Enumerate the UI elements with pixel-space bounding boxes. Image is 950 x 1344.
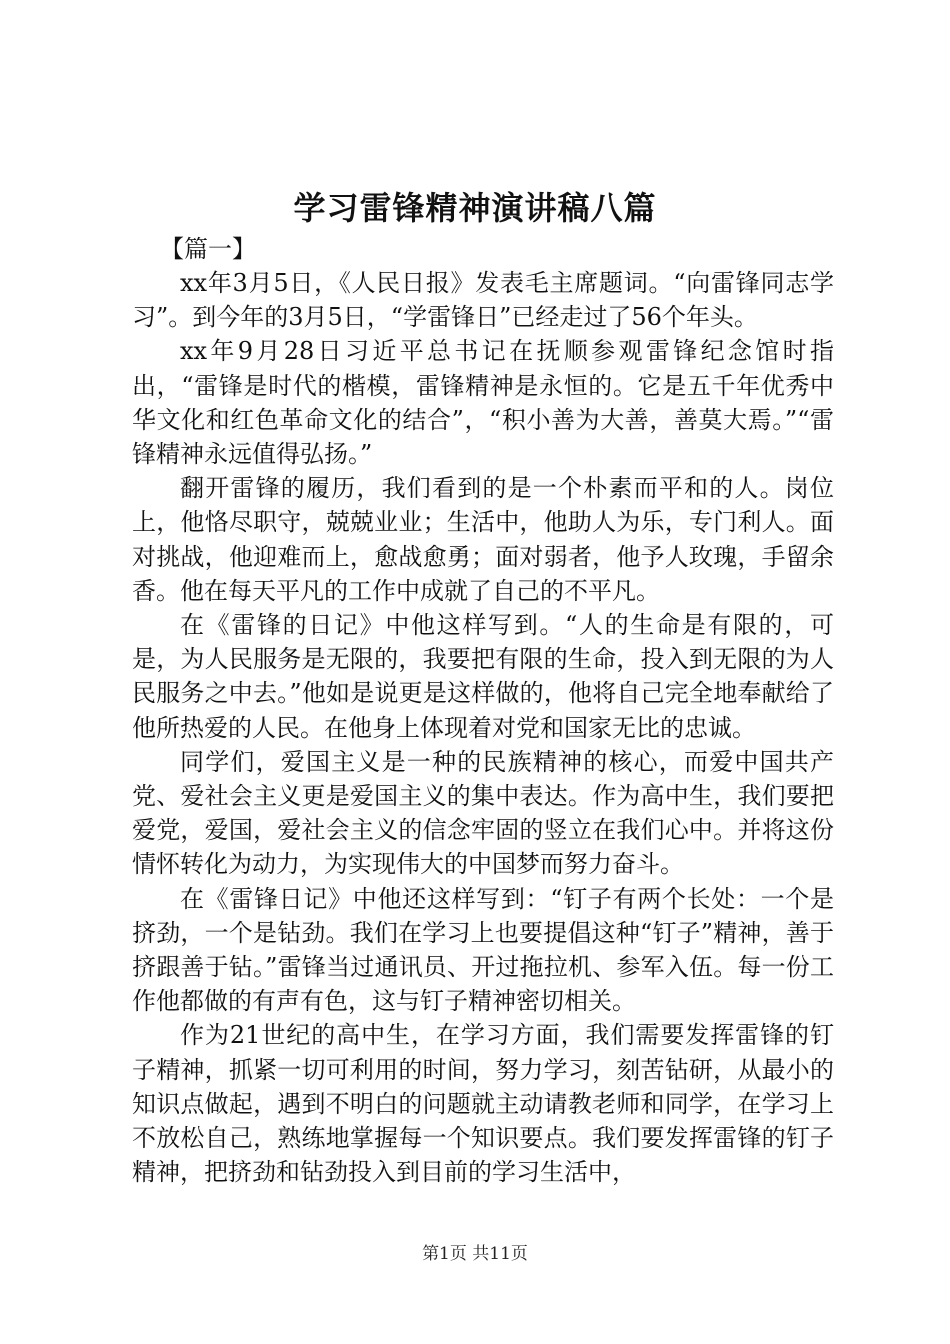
- paragraph: xx年3月5日，《人民日报》发表毛主席题词。“向雷锋同志学习”。到今年的3月5日，“学雷锋日”已经走过了56个年头。: [132, 269, 834, 332]
- paragraph: 同学们，爱国主义是一种的民族精神的核心，而爱中国共产党、爱社会主义更是爱国主义的集中表达。作为高中生，我们要把爱党，爱国，爱社会主义的信念牢固的竖立在我们心中。并将这份情怀转化为动力，为实现伟大的中国梦而努力奋斗。: [132, 747, 834, 879]
- paragraph: 翻开雷锋的履历，我们看到的是一个朴素而平和的人。岗位上，他恪尽职守，兢兢业业；生活中，他助人为乐，专门利人。面对挑战，他迎难而上，愈战愈勇；面对弱者，他予人玫瑰，手留余香。他在每天平凡的工作中成就了自己的不平凡。: [132, 474, 834, 605]
- paragraph: 在《雷锋日记》中他还这样写到：“钉子有两个长处：一个是挤劲，一个是钻劲。我们在学习上也要提倡这种“钉子”精神，善于挤跟善于钻。”雷锋当过通讯员、开过拖拉机、参军入伍。每一份工作他都做的有声有色，这与钉子精神密切相关。: [132, 884, 834, 1016]
- document-title: 学习雷锋精神演讲稿八篇: [293, 189, 657, 227]
- paragraph: xx年9月28日习近平总书记在抚顺参观雷锋纪念馆时指出，“雷锋是时代的楷模，雷锋精神是永恒的。它是五千年优秀中华文化和红色革命文化的结合”，“积小善为大善，善莫大焉。”“雷锋精神永远值得弘扬。”: [132, 337, 834, 469]
- page-footer: 第1页 共11页: [422, 1244, 528, 1264]
- section-heading: 【篇一】: [160, 235, 256, 263]
- paragraph: 在《雷锋的日记》中他这样写到。“人的生命是有限的，可是，为人民服务是无限的，我要把有限的生命，投入到无限的为人民服务之中去。”他如是说更是这样做的，他将自己完全地奉献给了他所热爱的人民。在他身上体现着对党和国家无比的忠诚。: [132, 611, 834, 742]
- paragraph: 作为21世纪的高中生，在学习方面，我们需要发挥雷锋的钉子精神，抓紧一切可利用的时间，努力学习，刻苦钻研，从最小的知识点做起，遇到不明白的问题就主动请教老师和同学，在学习上不放松自己，熟练地掌握每一个知识要点。我们要发挥雷锋的钉子精神，把挤劲和钻劲投入到目前的学习生活中，: [132, 1021, 834, 1187]
- document-body: [132, 266, 834, 1189]
